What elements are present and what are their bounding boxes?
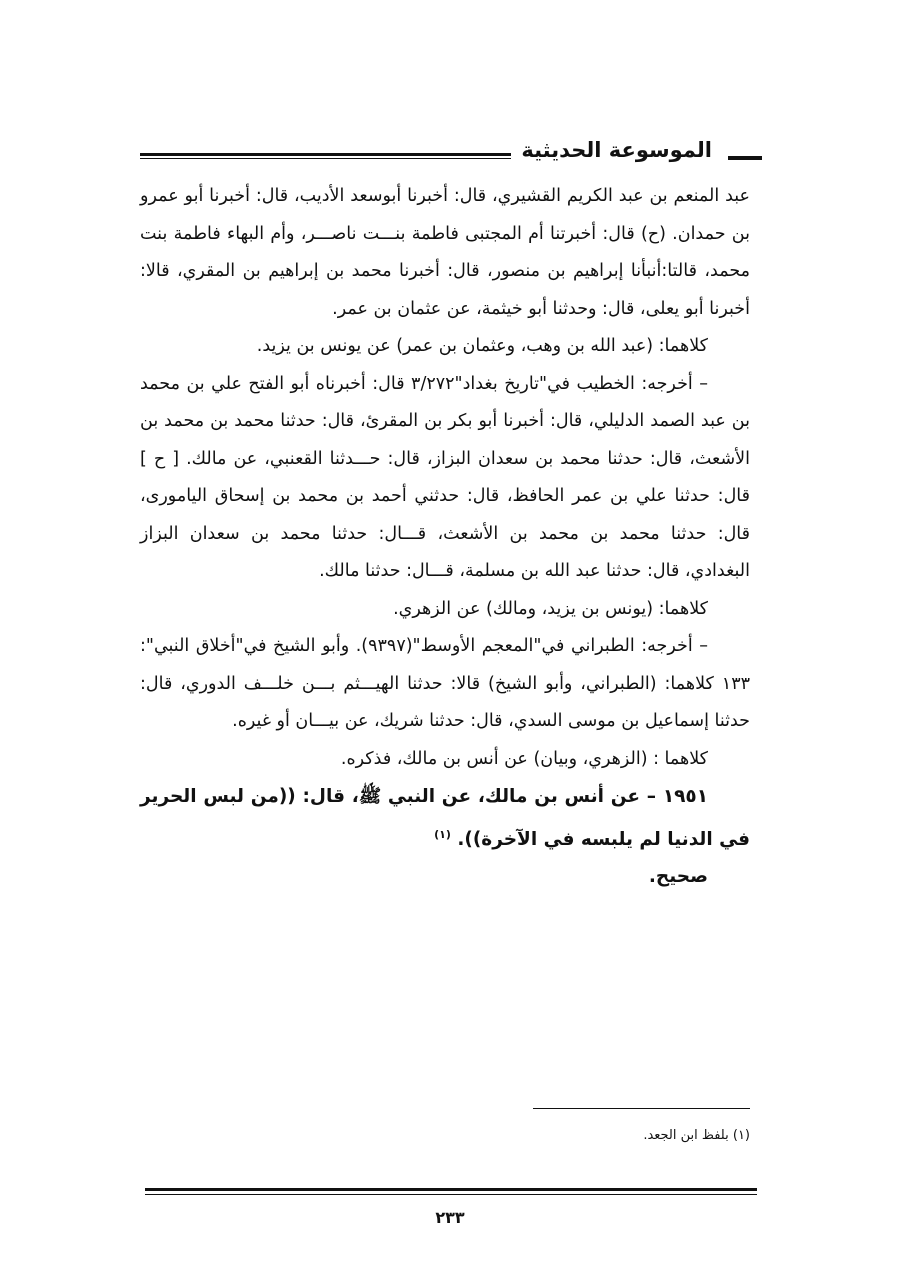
- page-number: ٢٣٣: [435, 1208, 465, 1227]
- paragraph-both-zuhri: كلاهما: (يونس بن يزيد، ومالك) عن الزهري.: [393, 598, 708, 619]
- paragraph-both-narrators: كلاهما: (عبد الله بن وهب، وعثمان بن عمر) عن يونس بن يزيد.: [256, 336, 708, 356]
- footnote-text: (١) بلفظ ابن الجعد.: [643, 1128, 750, 1143]
- footer-rule: [145, 1188, 757, 1195]
- page-header: [140, 135, 762, 167]
- paragraph-tabarani-takhrij: – أخرجه: الطبراني في"المعجم الأوسط"(٩٣٩٧). وأبو الشيخ في"أخلاق النبي": ١٣٣ كلاهما: (الطبراني، وأبو الشيخ) قالا: حدثنا الهيـــثم بـــن خلـــف الدوري، قال: حدثنا إسماعيل بن موسى السدي، قال: حدثنا شريك، عن بيـــان أو غيره.: [140, 636, 750, 731]
- footnote-marker: (١): [434, 827, 451, 841]
- footnote-separator: [533, 1108, 750, 1109]
- paragraph-both-anas: كلاهما : (الزهري، وبيان) عن أنس بن مالك، فذكره.: [340, 748, 708, 769]
- hadith-text: ١٩٥١ – عن أنس بن مالك، عن النبي ﷺ، قال: ((من لبس الحرير في الدنيا لم يلبسه في الآخرة)).: [140, 786, 750, 850]
- hadith-1951: [140, 778, 750, 858]
- page-body: [140, 178, 750, 896]
- hadith-grade: صحيح.: [648, 866, 708, 888]
- header-title: الموسوعة الحديثية: [511, 135, 722, 165]
- paragraph-khatib-takhrij: – أخرجه: الخطيب في"تاريخ بغداد"٣/٢٧٢ قال: أخبرناه أبو الفتح علي بن محمد بن عبد الصمد الدليلي، قال: أخبرنا أبو بكر بن المقرئ، قال: حدثنا محمد بن محمد بن الأشعث، قال: حدثنا محمد بن سعدان البزاز، قال: حـــدثنا القعنبي، عن مالك. [ ح ] قال: حدثنا علي بن عمر الحافظ، قال: حدثني أحمد بن محمد بن إسحاق اليامورى، قال: حدثنا محمد بن محمد بن الأشعث، قـــال: حدثنا محمد بن سعدان البزاز البغدادي، قال: حدثنا عبد الله بن مسلمة، قـــال: حدثنا مالك.: [140, 373, 750, 581]
- header-rule-short: [728, 156, 762, 160]
- paragraph-chain-continuation: عبد المنعم بن عبد الكريم القشيري، قال: أخبرنا أبوسعد الأديب، قال: أخبرنا أبو عمرو بن حمدان. (ح) قال: أخبرتنا أم المجتبى فاطمة بنـــت ناصـــر، وأم البهاء فاطمة بنت محمد، قالتا:أنبأنا إبراهيم بن منصور، قال: أخبرنا محمد بن إبراهيم بن المقري، قالا: أخبرنا أبو يعلى، قال: وحدثنا أبو خيثمة، عن عثمان بن عمر.: [140, 186, 750, 319]
- header-rule-long: [140, 153, 532, 159]
